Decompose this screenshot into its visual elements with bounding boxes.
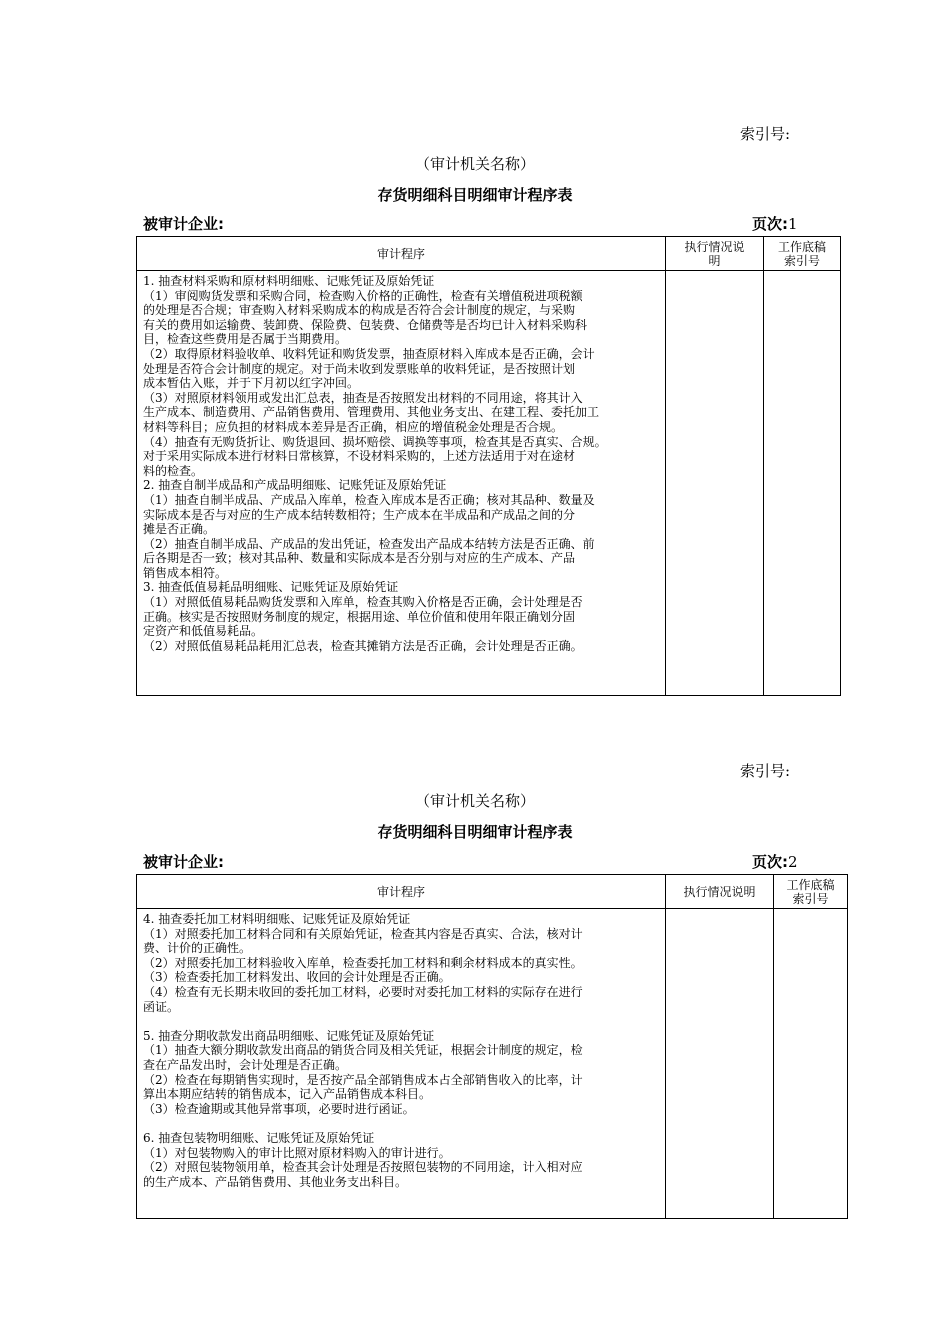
procedure-line: 查在产品发出时，会计处理是否正确。 (143, 1057, 348, 1072)
procedure-line: 1. 抽查材料采购和原材料明细账、记账凭证及原始凭证 (143, 274, 435, 288)
procedure-line: （4）检查有无长期未收回的委托加工材料，必要时对委托加工材料的实际存在进行 (143, 984, 583, 999)
procedure-line: （2）检查在每期销售实现时，是否按产品全部销售成本占全部销售收入的比率，计 (143, 1072, 583, 1087)
header-procedure: 审计程序 (137, 237, 666, 271)
procedure-line: （1）对包装物购入的审计比照对原材料购入的审计进行。 (143, 1145, 451, 1160)
procedure-line: 材料等科目；应负担的材料成本差异是否正确，相应的增值税金处理是否合规。 (143, 419, 564, 434)
header-workpaper: 工作底稿 索引号 (764, 237, 841, 271)
procedure-line: 处理是否符合会计制度的规定。对于尚未收到发票账单的收料凭证，是否按照计划 (143, 361, 576, 376)
procedure-line (143, 1116, 661, 1131)
audited-company-label: 被审计企业: (143, 215, 224, 233)
org-name: （审计机关名称） (414, 792, 535, 810)
workpaper-cell (774, 909, 848, 1219)
procedure-line: （1）抽查自制半成品、产成品入库单，检查入库成本是否正确；核对其品种、数量及 (143, 492, 595, 507)
procedure-line: （3）检查委托加工材料发出、收回的会计处理是否正确。 (143, 970, 451, 985)
page-number-value: 2 (788, 853, 798, 871)
procedure-line: 4. 抽查委托加工材料明细账、记账凭证及原始凭证 (143, 912, 411, 926)
procedure-content (137, 909, 666, 1219)
procedure-line (143, 1014, 661, 1029)
procedure-line: （2）对照包装物领用单，检查其会计处理是否按照包装物的不同用途，计入相对应 (143, 1160, 583, 1175)
execution-cell (666, 909, 774, 1219)
page-title: 存货明细科目明细审计程序表 (377, 823, 573, 841)
header-execution: 执行情况说明 (666, 875, 774, 909)
procedure-line: 销售成本相符。 (143, 565, 228, 580)
page-number (752, 851, 798, 872)
procedure-line: 定资产和低值易耗品。 (143, 624, 264, 639)
header-procedure: 审计程序 (137, 875, 666, 909)
page-number (752, 213, 798, 234)
procedure-line: 3. 抽查低值易耗品明细账、记账凭证及原始凭证 (143, 580, 399, 595)
index-number-label: 索引号: (740, 125, 791, 143)
procedure-line: （2）取得原材料验收单、收料凭证和购货发票，抽查原材料入库成本是否正确，会计 (143, 346, 595, 361)
index-number-label: 索引号: (740, 762, 791, 780)
procedure-line: 目，检查这些费用是否属于当期费用。 (143, 332, 348, 347)
execution-cell (666, 271, 764, 696)
audited-company-label: 被审计企业: (143, 853, 224, 871)
audit-procedure-table (136, 236, 841, 696)
procedure-line: （3）检查逾期或其他异常事项，必要时进行函证。 (143, 1101, 415, 1116)
procedure-line: （1）抽查大额分期收款发出商品的销货合同及相关凭证，根据会计制度的规定，检 (143, 1043, 583, 1058)
procedure-line: 的生产成本、产品销售费用、其他业务支出科目。 (143, 1174, 408, 1189)
procedure-line: 正确。核实是否按照财务制度的规定，根据用途、单位价值和使用年限正确划分固 (143, 609, 576, 624)
procedure-line: （4）抽查有无购货折让、购货退回、损坏赔偿、调换等事项，检查其是否真实、合规。 (143, 434, 607, 449)
procedure-line: （2）对照低值易耗品耗用汇总表，检查其摊销方法是否正确，会计处理是否正确。 (143, 638, 583, 653)
procedure-line: （1）对照委托加工材料合同和有关原始凭证，检查其内容是否真实、合法，核对计 (143, 926, 583, 941)
procedure-line: 的处理是否合规；审查购入材料采购成本的构成是否符合会计制度的规定，与采购 (143, 303, 576, 318)
procedure-line: 费、计价的正确性。 (143, 941, 252, 956)
procedure-content (137, 271, 666, 696)
procedure-line: 后各期是否一致；核对其品种、数量和实际成本是否分别与对应的生产成本、产品 (143, 551, 576, 566)
procedure-line: 6. 抽查包装物明细账、记账凭证及原始凭证 (143, 1130, 375, 1145)
procedure-line: 算出本期应结转的销售成本，记入产品销售成本科目。 (143, 1087, 432, 1102)
header-workpaper: 工作底稿 索引号 (774, 875, 848, 909)
procedure-line: 有关的费用如运输费、装卸费、保险费、包装费、仓储费等是否均已计入材料采购科 (143, 317, 588, 332)
page-number-value: 1 (788, 215, 798, 233)
procedure-line: 生产成本、制造费用、产品销售费用、管理费用、其他业务支出、在建工程、委托加工 (143, 405, 600, 420)
header-execution: 执行情况说 明 (666, 237, 764, 271)
procedure-line: （3）对照原材料领用或发出汇总表，抽查是否按照发出材料的不同用途，将其计入 (143, 390, 583, 405)
procedure-line: （1）对照低值易耗品购货发票和入库单，检查其购入价格是否正确，会计处理是否 (143, 595, 583, 610)
page-number-label: 页次: (752, 853, 788, 871)
workpaper-cell (764, 271, 841, 696)
procedure-line: 对于采用实际成本进行材料日常核算，不设材料采购的，上述方法适用于对在途材 (143, 449, 576, 464)
procedure-line: 摊是否正确。 (143, 522, 216, 537)
procedure-line: （1）审阅购货发票和采购合同，检查购入价格的正确性，检查有关增值税进项税额 (143, 288, 583, 303)
page-title: 存货明细科目明细审计程序表 (377, 186, 573, 204)
audit-procedure-table (136, 874, 848, 1219)
procedure-line: 成本暂估入账，并于下月初以红字冲回。 (143, 376, 360, 391)
procedure-line: 实际成本是否与对应的生产成本结转数相符；生产成本在半成品和产成品之间的分 (143, 507, 576, 522)
page-number-label: 页次: (752, 215, 788, 233)
procedure-line: 函证。 (143, 999, 180, 1014)
procedure-line: 5. 抽查分期收款发出商品明细账、记账凭证及原始凭证 (143, 1028, 435, 1043)
procedure-line: 料的检查。 (143, 463, 204, 478)
org-name: （审计机关名称） (414, 155, 535, 173)
procedure-line: （2）抽查自制半成品、产成品的发出凭证，检查发出产品成本结转方法是否正确、前 (143, 536, 595, 551)
procedure-line: 2. 抽查自制半成品和产成品明细账、记账凭证及原始凭证 (143, 478, 447, 493)
procedure-line: （2）对照委托加工材料验收入库单，检查委托加工材料和剩余材料成本的真实性。 (143, 955, 583, 970)
